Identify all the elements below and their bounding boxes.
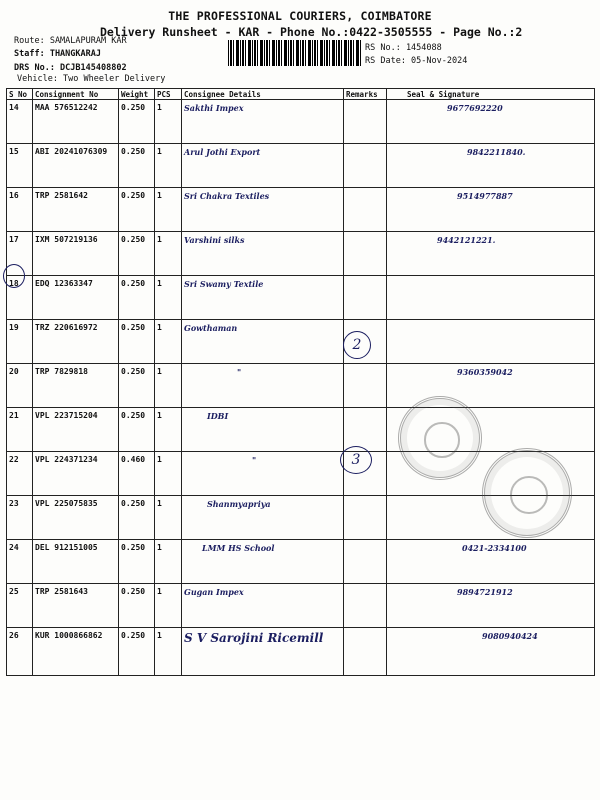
- cell-sno: 15: [7, 144, 33, 188]
- cell-weight: 0.460: [119, 452, 155, 496]
- cell-sno: 16: [7, 188, 33, 232]
- cell-signature: 9080940424: [387, 628, 595, 676]
- seal-stamp: [398, 396, 482, 480]
- cell-remarks: [344, 628, 387, 676]
- cell-pcs: 1: [155, 496, 182, 540]
- cell-sno: 19: [7, 320, 33, 364]
- table-row: [7, 100, 595, 144]
- header-signature: Seal & Signature: [387, 89, 595, 100]
- staff-label: Staff: THANGKARAJ: [14, 49, 101, 59]
- cell-consignee: Gugan Impex: [182, 584, 344, 628]
- cell-consignment: KUR 1000866862: [33, 628, 119, 676]
- cell-weight: 0.250: [119, 496, 155, 540]
- table-row: [7, 276, 595, 320]
- cell-sno: 14: [7, 100, 33, 144]
- cell-consignment: DEL 912151005: [33, 540, 119, 584]
- cell-consignment: VPL 225075835: [33, 496, 119, 540]
- cell-weight: 0.250: [119, 320, 155, 364]
- cell-pcs: 1: [155, 584, 182, 628]
- cell-pcs: 1: [155, 452, 182, 496]
- header-consignment: Consignment No: [33, 89, 119, 100]
- cell-remarks: [344, 276, 387, 320]
- cell-consignment: TRP 2581642: [33, 188, 119, 232]
- table-row: [7, 320, 595, 364]
- table-row: [7, 232, 595, 276]
- cell-weight: 0.250: [119, 364, 155, 408]
- cell-pcs: 1: [155, 188, 182, 232]
- cell-consignee: Gowthaman: [182, 320, 344, 364]
- cell-remarks: [344, 584, 387, 628]
- header-weight: Weight: [119, 89, 155, 100]
- cell-consignment: ABI 20241076309: [33, 144, 119, 188]
- cell-sno: 22: [7, 452, 33, 496]
- route-label: Route: SAMALAPURAM KAR: [14, 36, 127, 46]
- cell-signature: 9514977887: [387, 188, 595, 232]
- cell-remarks: [344, 232, 387, 276]
- cell-weight: 0.250: [119, 540, 155, 584]
- cell-pcs: 1: [155, 628, 182, 676]
- cell-pcs: 1: [155, 276, 182, 320]
- cell-weight: 0.250: [119, 276, 155, 320]
- rs-date: RS Date: 05-Nov-2024: [365, 56, 468, 66]
- cell-consignee: Varshini silks: [182, 232, 344, 276]
- remark-circle-2: 2: [343, 331, 371, 359]
- cell-consignment: EDQ 12363347: [33, 276, 119, 320]
- cell-consignee: ": [182, 364, 344, 408]
- cell-sno: 21: [7, 408, 33, 452]
- cell-remarks: [344, 408, 387, 452]
- table-row: [7, 364, 595, 408]
- cell-sno: 24: [7, 540, 33, 584]
- cell-sno: 17: [7, 232, 33, 276]
- cell-consignment: VPL 224371234: [33, 452, 119, 496]
- rs-number: RS No.: 1454088: [365, 43, 442, 53]
- remark-circle-3: 3: [340, 446, 372, 474]
- header-remarks: Remarks: [344, 89, 387, 100]
- drs-number: DRS No.: DCJB145408802: [14, 63, 127, 73]
- cell-remarks: [344, 144, 387, 188]
- cell-weight: 0.250: [119, 408, 155, 452]
- cell-consignee: Sri Swamy Textile: [182, 276, 344, 320]
- cell-signature: 9894721912: [387, 584, 595, 628]
- cell-consignment: MAA 576512242: [33, 100, 119, 144]
- table-row: [7, 408, 595, 452]
- cell-sno: 23: [7, 496, 33, 540]
- cell-signature: 9842211840.: [387, 144, 595, 188]
- runsheet-title: Delivery Runsheet - KAR - Phone No.:0422-3505555 - Page No.:2: [100, 25, 523, 39]
- cell-pcs: 1: [155, 540, 182, 584]
- seal-stamp: [482, 448, 572, 538]
- barcode: [228, 40, 361, 66]
- cell-consignee: Sakthi Impex: [182, 100, 344, 144]
- table-row: [7, 144, 595, 188]
- cell-signature: 9442121221.: [387, 232, 595, 276]
- vehicle-label: Vehicle: Two Wheeler Delivery: [17, 74, 166, 84]
- cell-signature: 9677692220: [387, 100, 595, 144]
- cell-weight: 0.250: [119, 232, 155, 276]
- cell-remarks: [344, 496, 387, 540]
- cell-consignee: Shanmyapriya: [182, 496, 344, 540]
- cell-pcs: 1: [155, 100, 182, 144]
- cell-consignee: Arul Jothi Export: [182, 144, 344, 188]
- cell-weight: 0.250: [119, 188, 155, 232]
- table-row: [7, 188, 595, 232]
- cell-consignee: LMM HS School: [182, 540, 344, 584]
- table-row: [7, 628, 595, 676]
- cell-pcs: 1: [155, 364, 182, 408]
- cell-signature: 0421-2334100: [387, 540, 595, 584]
- cell-weight: 0.250: [119, 584, 155, 628]
- header-pcs: PCS: [155, 89, 182, 100]
- cell-consignment: TRZ 220616972: [33, 320, 119, 364]
- cell-signature: 9360359042: [387, 364, 595, 408]
- table-row: [7, 584, 595, 628]
- cell-consignee: S V Sarojini Ricemill: [182, 628, 344, 676]
- cell-remarks: [344, 364, 387, 408]
- cell-consignment: IXM 507219136: [33, 232, 119, 276]
- cell-pcs: 1: [155, 144, 182, 188]
- cell-remarks: [344, 100, 387, 144]
- cell-signature: [387, 276, 595, 320]
- handwritten-circle-mark: [3, 264, 25, 288]
- cell-sno: 18: [7, 276, 33, 320]
- cell-consignee: Sri Chakra Textiles: [182, 188, 344, 232]
- cell-remarks: [344, 540, 387, 584]
- table-row: [7, 540, 595, 584]
- cell-consignee: ": [182, 452, 344, 496]
- cell-consignment: TRP 7829818: [33, 364, 119, 408]
- cell-remarks: [344, 188, 387, 232]
- cell-pcs: 1: [155, 408, 182, 452]
- cell-weight: 0.250: [119, 144, 155, 188]
- header-sno: S No: [7, 89, 33, 100]
- cell-consignee: IDBI: [182, 408, 344, 452]
- runsheet-table: [6, 88, 595, 676]
- cell-consignment: TRP 2581643: [33, 584, 119, 628]
- cell-pcs: 1: [155, 232, 182, 276]
- cell-sno: 26: [7, 628, 33, 676]
- cell-sno: 20: [7, 364, 33, 408]
- table-header-row: [7, 89, 595, 100]
- cell-pcs: 1: [155, 320, 182, 364]
- company-title: THE PROFESSIONAL COURIERS, COIMBATORE: [168, 9, 432, 23]
- header-consignee: Consignee Details: [182, 89, 344, 100]
- cell-weight: 0.250: [119, 100, 155, 144]
- cell-weight: 0.250: [119, 628, 155, 676]
- cell-sno: 25: [7, 584, 33, 628]
- cell-signature: [387, 320, 595, 364]
- cell-consignment: VPL 223715204: [33, 408, 119, 452]
